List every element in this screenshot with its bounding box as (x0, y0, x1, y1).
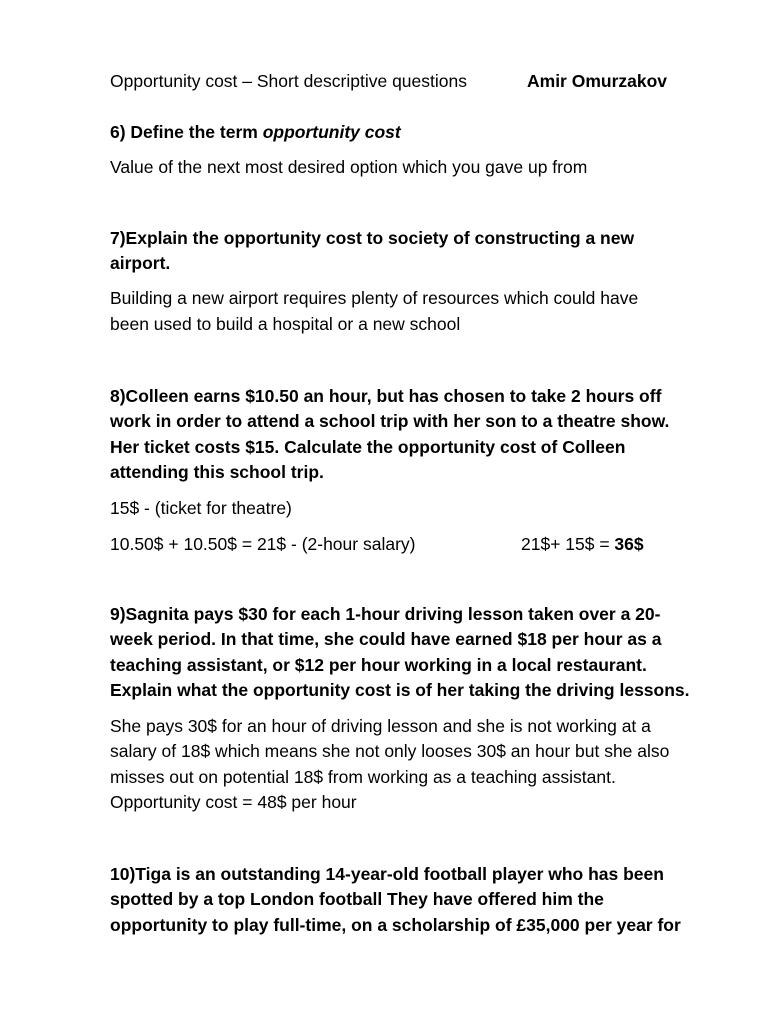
question-10-line-1: 10)Tiga is an outstanding 14-year-old football player who has been (110, 864, 664, 884)
answer-6: Value of the next most desired option which you gave up from (110, 157, 588, 177)
question-6 (110, 120, 401, 146)
question-9-line-2: week period. In that time, she could have earned $18 per hour as a (110, 629, 662, 649)
answer-7-line-1: Building a new airport requires plenty of resources which could have (110, 288, 639, 308)
question-8-line-1: 8)Colleen earns $10.50 an hour, but has chosen to take 2 hours off (110, 386, 662, 406)
question-8-line-3: Her ticket costs $15. Calculate the opportunity cost of Colleen (110, 437, 626, 457)
author-name: Amir Omurzakov (527, 71, 668, 91)
question-7-line-1: 7)Explain the opportunity cost to society of constructing a new (110, 228, 635, 248)
answer-8-total-value: 36$ (614, 534, 644, 554)
question-6-term: opportunity cost (262, 122, 401, 142)
question-10-line-3: opportunity to play full-time, on a scholarship of £35,000 per year for (110, 915, 681, 935)
answer-8-total (521, 532, 644, 558)
answer-8-total-prefix: 21$+ 15$ = (521, 534, 615, 554)
question-10-line-2: spotted by a top London football They have offered him the (110, 889, 604, 909)
answer-8-line-1: 15$ - (ticket for theatre) (110, 498, 292, 518)
answer-9-line-1: She pays 30$ for an hour of driving lesson and she is not working at a (110, 716, 651, 736)
question-9-line-1: 9)Sagnita pays $30 for each 1-hour driving lesson taken over a 20- (110, 604, 661, 624)
answer-9-line-4: Opportunity cost = 48$ per hour (110, 792, 357, 812)
answer-9-line-3: misses out on potential 18$ from working as a teaching assistant. (110, 767, 616, 787)
question-8-line-4: attending this school trip. (110, 462, 324, 482)
answer-9-line-2: salary of 18$ which means she not only looses 30$ an hour but she also (110, 741, 670, 761)
question-6-prefix: 6) Define the term (110, 122, 263, 142)
question-9-line-4: Explain what the opportunity cost is of her taking the driving lessons. (110, 680, 690, 700)
answer-7-line-2: been used to build a hospital or a new school (110, 314, 461, 334)
question-7-line-2: airport. (110, 253, 171, 273)
answer-8-line-2: 10.50$ + 10.50$ = 21$ - (2-hour salary) (110, 534, 416, 554)
question-9-line-3: teaching assistant, or $12 per hour working in a local restaurant. (110, 655, 647, 675)
document-title: Opportunity cost – Short descriptive questions (110, 71, 467, 91)
question-8-line-2: work in order to attend a school trip with her son to a theatre show. (110, 411, 670, 431)
